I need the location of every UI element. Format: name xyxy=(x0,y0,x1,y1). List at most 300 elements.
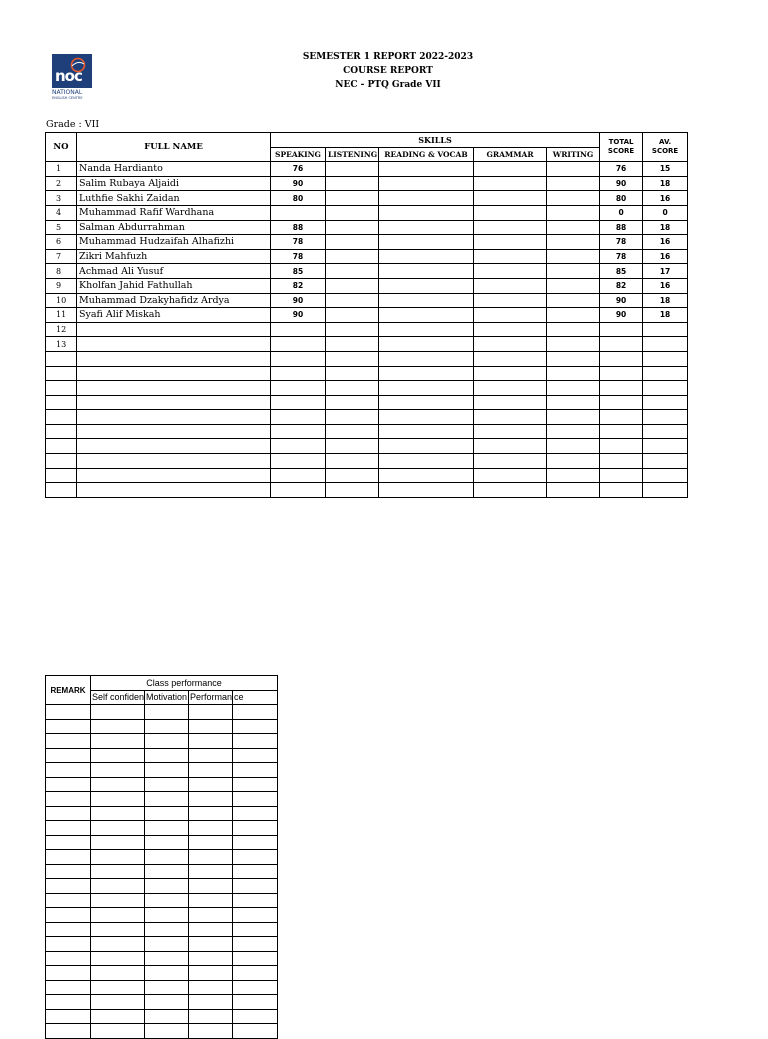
blank-cell xyxy=(600,454,643,469)
perf-blank-cell xyxy=(189,821,233,836)
perf-blank-cell xyxy=(189,734,233,749)
student-name: Syafi Alif Miskah xyxy=(77,308,271,323)
perf-blank-cell xyxy=(46,864,91,879)
blank-cell xyxy=(547,410,600,425)
blank-row xyxy=(46,410,688,425)
blank-row xyxy=(46,439,688,454)
perf-blank-cell xyxy=(189,864,233,879)
grammar-score xyxy=(474,264,547,279)
perf-blank-cell xyxy=(145,719,189,734)
row-number: 11 xyxy=(46,308,77,323)
writing-score xyxy=(547,308,600,323)
perf-blank-cell xyxy=(145,864,189,879)
blank-cell xyxy=(474,454,547,469)
perf-blank-row xyxy=(46,777,278,792)
reading-vocab-score xyxy=(379,337,474,352)
logo-line-1: NATIONAL xyxy=(52,89,83,96)
blank-cell xyxy=(379,468,474,483)
perf-blank-cell xyxy=(233,763,278,778)
listening-score xyxy=(326,264,379,279)
blank-cell xyxy=(600,351,643,366)
row-number: 9 xyxy=(46,278,77,293)
perf-blank-cell xyxy=(145,835,189,850)
blank-row xyxy=(46,454,688,469)
avg-score: 18 xyxy=(643,220,688,235)
blank-cell xyxy=(271,468,326,483)
blank-cell xyxy=(547,351,600,366)
blank-cell xyxy=(600,410,643,425)
perf-blank-cell xyxy=(46,1009,91,1024)
student-name xyxy=(77,337,271,352)
blank-row xyxy=(46,395,688,410)
perf-blank-row xyxy=(46,734,278,749)
reading-vocab-score xyxy=(379,264,474,279)
avg-score: 16 xyxy=(643,191,688,206)
blank-cell xyxy=(643,381,688,396)
avg-score-label-2: SCORE xyxy=(651,147,679,156)
perf-blank-cell xyxy=(145,922,189,937)
total-score: 0 xyxy=(600,205,643,220)
avg-score xyxy=(643,337,688,352)
blank-cell xyxy=(600,483,643,498)
avg-score: 17 xyxy=(643,264,688,279)
skill-writing-header: WRITING xyxy=(547,147,600,162)
total-score: 80 xyxy=(600,191,643,206)
total-score: 90 xyxy=(600,308,643,323)
perf-blank-cell xyxy=(91,922,145,937)
perf-blank-row xyxy=(46,705,278,720)
reading-vocab-score xyxy=(379,205,474,220)
blank-cell xyxy=(77,468,271,483)
blank-cell xyxy=(474,395,547,410)
listening-score xyxy=(326,308,379,323)
listening-score xyxy=(326,220,379,235)
student-name: Muhammad Rafif Wardhana xyxy=(77,205,271,220)
listening-score xyxy=(326,176,379,191)
perf-blank-cell xyxy=(91,821,145,836)
reading-vocab-score xyxy=(379,176,474,191)
skill-reading-vocab-header: READING & VOCAB xyxy=(379,147,474,162)
perf-blank-cell xyxy=(145,806,189,821)
avg-score-label-1: AV. xyxy=(659,138,672,147)
total-score xyxy=(600,337,643,352)
perf-blank-cell xyxy=(145,1009,189,1024)
avg-score: 16 xyxy=(643,249,688,264)
perf-blank-row xyxy=(46,908,278,923)
reading-vocab-score xyxy=(379,220,474,235)
perf-blank-cell xyxy=(46,980,91,995)
speaking-score: 76 xyxy=(271,162,326,177)
blank-cell xyxy=(379,366,474,381)
total-score-label-1: TOTAL xyxy=(608,138,634,147)
student-row xyxy=(46,337,688,352)
speaking-score xyxy=(271,322,326,337)
blank-cell xyxy=(46,439,77,454)
student-name xyxy=(77,322,271,337)
reading-vocab-score xyxy=(379,162,474,177)
perf-blank-cell xyxy=(46,806,91,821)
perf-blank-cell xyxy=(91,908,145,923)
student-row xyxy=(46,308,688,323)
header-row xyxy=(46,133,688,148)
speaking-score: 88 xyxy=(271,220,326,235)
row-number: 7 xyxy=(46,249,77,264)
speaking-score: 90 xyxy=(271,176,326,191)
total-score: 78 xyxy=(600,249,643,264)
blank-cell xyxy=(379,351,474,366)
speaking-score: 82 xyxy=(271,278,326,293)
blank-cell xyxy=(271,410,326,425)
perf-blank-cell xyxy=(189,850,233,865)
perf-blank-row xyxy=(46,937,278,952)
perf-blank-cell xyxy=(91,806,145,821)
perf-blank-cell xyxy=(233,821,278,836)
avg-score xyxy=(643,322,688,337)
blank-cell xyxy=(77,381,271,396)
total-score: 90 xyxy=(600,176,643,191)
perf-blank-cell xyxy=(46,893,91,908)
writing-score xyxy=(547,249,600,264)
blank-cell xyxy=(326,454,379,469)
blank-cell xyxy=(643,366,688,381)
speaking-score: 85 xyxy=(271,264,326,279)
reading-vocab-score xyxy=(379,249,474,264)
perf-blank-cell xyxy=(46,995,91,1010)
perf-blank-cell xyxy=(233,951,278,966)
total-score-label-2: SCORE xyxy=(607,147,635,156)
student-name: Achmad Ali Yusuf xyxy=(77,264,271,279)
perf-blank-cell xyxy=(233,937,278,952)
skill-grammar-header: GRAMMAR xyxy=(474,147,547,162)
blank-cell xyxy=(643,439,688,454)
blank-cell xyxy=(547,366,600,381)
student-row xyxy=(46,162,688,177)
avg-score-header xyxy=(643,133,688,162)
grade-label: Grade : VII xyxy=(46,119,100,130)
perf-blank-cell xyxy=(233,835,278,850)
blank-cell xyxy=(46,351,77,366)
grammar-score xyxy=(474,278,547,293)
reading-vocab-score xyxy=(379,235,474,250)
perf-blank-cell xyxy=(189,908,233,923)
listening-score xyxy=(326,205,379,220)
perf-blank-row xyxy=(46,821,278,836)
blank-cell xyxy=(474,424,547,439)
perf-blank-cell xyxy=(233,748,278,763)
writing-score xyxy=(547,220,600,235)
blank-cell xyxy=(474,410,547,425)
writing-score xyxy=(547,205,600,220)
perf-blank-cell xyxy=(46,777,91,792)
blank-cell xyxy=(326,439,379,454)
perf-blank-cell xyxy=(91,748,145,763)
perf-blank-row xyxy=(46,850,278,865)
perf-blank-cell xyxy=(46,748,91,763)
perf-blank-cell xyxy=(145,980,189,995)
perf-blank-cell xyxy=(233,705,278,720)
avg-score: 18 xyxy=(643,293,688,308)
listening-score xyxy=(326,162,379,177)
perf-blank-cell xyxy=(91,734,145,749)
perf-blank-cell xyxy=(189,893,233,908)
blank-cell xyxy=(379,381,474,396)
perf-blank-row xyxy=(46,922,278,937)
blank-cell xyxy=(46,468,77,483)
blank-cell xyxy=(271,424,326,439)
perf-blank-cell xyxy=(145,879,189,894)
student-name: Nanda Hardianto xyxy=(77,162,271,177)
student-row xyxy=(46,249,688,264)
perf-blank-cell xyxy=(189,748,233,763)
perf-blank-cell xyxy=(46,763,91,778)
perf-blank-cell xyxy=(233,806,278,821)
blank-cell xyxy=(46,483,77,498)
row-number: 4 xyxy=(46,205,77,220)
class-performance-table xyxy=(45,675,278,1039)
report-header xyxy=(0,50,768,92)
blank-cell xyxy=(379,424,474,439)
listening-score xyxy=(326,337,379,352)
writing-score xyxy=(547,278,600,293)
writing-score xyxy=(547,235,600,250)
avg-score: 18 xyxy=(643,176,688,191)
blank-cell xyxy=(77,454,271,469)
blank-cell xyxy=(600,439,643,454)
grammar-score xyxy=(474,220,547,235)
perf-blank-cell xyxy=(145,951,189,966)
avg-score: 16 xyxy=(643,278,688,293)
self-confidence-header: Self confiden xyxy=(91,690,145,705)
perf-blank-cell xyxy=(145,937,189,952)
student-row xyxy=(46,293,688,308)
performance-header-cont: ce xyxy=(233,690,278,705)
perf-blank-cell xyxy=(145,748,189,763)
blank-cell xyxy=(600,381,643,396)
blank-cell xyxy=(77,410,271,425)
total-score: 85 xyxy=(600,264,643,279)
blank-cell xyxy=(326,410,379,425)
blank-cell xyxy=(643,410,688,425)
perf-blank-cell xyxy=(233,879,278,894)
listening-score xyxy=(326,191,379,206)
perf-blank-cell xyxy=(189,792,233,807)
blank-cell xyxy=(474,468,547,483)
perf-blank-cell xyxy=(145,966,189,981)
blank-cell xyxy=(46,454,77,469)
perf-blank-cell xyxy=(189,777,233,792)
blank-cell xyxy=(326,395,379,410)
blank-cell xyxy=(547,454,600,469)
perf-blank-cell xyxy=(189,835,233,850)
speaking-score xyxy=(271,337,326,352)
perf-blank-cell xyxy=(145,777,189,792)
perf-blank-cell xyxy=(233,1009,278,1024)
blank-row xyxy=(46,351,688,366)
total-score: 82 xyxy=(600,278,643,293)
col-name-header: FULL NAME xyxy=(77,133,271,162)
logo-word: noc xyxy=(55,67,82,85)
student-row xyxy=(46,205,688,220)
logo-line-2: ENGLISH CENTRE xyxy=(52,96,83,100)
perf-blank-row xyxy=(46,864,278,879)
perf-blank-cell xyxy=(233,792,278,807)
perf-blank-cell xyxy=(91,893,145,908)
blank-cell xyxy=(379,439,474,454)
perf-blank-cell xyxy=(145,995,189,1010)
perf-blank-row xyxy=(46,792,278,807)
blank-cell xyxy=(46,366,77,381)
student-row xyxy=(46,176,688,191)
blank-cell xyxy=(271,395,326,410)
perf-blank-cell xyxy=(145,792,189,807)
blank-cell xyxy=(474,439,547,454)
motivation-header: Motivation xyxy=(145,690,189,705)
blank-cell xyxy=(77,351,271,366)
perf-blank-cell xyxy=(233,908,278,923)
blank-cell xyxy=(271,454,326,469)
blank-cell xyxy=(77,366,271,381)
blank-cell xyxy=(643,483,688,498)
blank-cell xyxy=(271,366,326,381)
grammar-score xyxy=(474,191,547,206)
perf-blank-cell xyxy=(91,835,145,850)
speaking-score: 78 xyxy=(271,249,326,264)
blank-row xyxy=(46,381,688,396)
blank-cell xyxy=(474,366,547,381)
reading-vocab-score xyxy=(379,278,474,293)
blank-cell xyxy=(643,424,688,439)
blank-cell xyxy=(77,395,271,410)
perf-blank-cell xyxy=(233,995,278,1010)
skill-speaking-header: SPEAKING xyxy=(271,147,326,162)
total-score: 78 xyxy=(600,235,643,250)
blank-cell xyxy=(271,483,326,498)
blank-cell xyxy=(326,468,379,483)
perf-blank-cell xyxy=(46,821,91,836)
col-no-header: NO xyxy=(46,133,77,162)
grammar-score xyxy=(474,176,547,191)
perf-blank-cell xyxy=(46,908,91,923)
perf-blank-cell xyxy=(189,937,233,952)
row-number: 6 xyxy=(46,235,77,250)
writing-score xyxy=(547,264,600,279)
speaking-score xyxy=(271,205,326,220)
total-score: 90 xyxy=(600,293,643,308)
blank-cell xyxy=(547,381,600,396)
blank-cell xyxy=(326,381,379,396)
listening-score xyxy=(326,278,379,293)
perf-blank-cell xyxy=(189,1024,233,1039)
perf-rows xyxy=(46,705,278,1039)
blank-cell xyxy=(326,483,379,498)
perf-blank-cell xyxy=(189,705,233,720)
perf-blank-cell xyxy=(46,937,91,952)
blank-cell xyxy=(271,439,326,454)
blank-cell xyxy=(379,483,474,498)
remark-header: REMARK xyxy=(46,676,91,705)
perf-blank-row xyxy=(46,893,278,908)
perf-blank-cell xyxy=(233,893,278,908)
perf-blank-cell xyxy=(91,719,145,734)
perf-blank-cell xyxy=(233,980,278,995)
perf-blank-cell xyxy=(233,777,278,792)
perf-blank-row xyxy=(46,763,278,778)
blank-cell xyxy=(379,395,474,410)
blank-cell xyxy=(46,424,77,439)
perf-blank-cell xyxy=(189,995,233,1010)
blank-cell xyxy=(547,439,600,454)
row-number: 5 xyxy=(46,220,77,235)
perf-blank-cell xyxy=(46,734,91,749)
listening-score xyxy=(326,235,379,250)
blank-cell xyxy=(379,410,474,425)
perf-blank-row xyxy=(46,1024,278,1039)
perf-blank-cell xyxy=(233,719,278,734)
grammar-score xyxy=(474,162,547,177)
blank-cell xyxy=(600,395,643,410)
writing-score xyxy=(547,322,600,337)
perf-blank-cell xyxy=(145,893,189,908)
perf-blank-cell xyxy=(91,763,145,778)
perf-blank-cell xyxy=(145,1024,189,1039)
perf-blank-cell xyxy=(46,922,91,937)
blank-cell xyxy=(326,424,379,439)
writing-score xyxy=(547,191,600,206)
blank-cell xyxy=(474,483,547,498)
blank-cell xyxy=(643,395,688,410)
blank-row xyxy=(46,424,688,439)
reading-vocab-score xyxy=(379,308,474,323)
total-score: 76 xyxy=(600,162,643,177)
listening-score xyxy=(326,322,379,337)
perf-blank-cell xyxy=(46,719,91,734)
perf-blank-cell xyxy=(91,937,145,952)
student-row xyxy=(46,278,688,293)
avg-score: 18 xyxy=(643,308,688,323)
skill-listening-header: LISTENING xyxy=(326,147,379,162)
blank-cell xyxy=(547,424,600,439)
perf-blank-cell xyxy=(46,705,91,720)
perf-blank-cell xyxy=(91,850,145,865)
writing-score xyxy=(547,337,600,352)
blank-cell xyxy=(547,395,600,410)
student-row xyxy=(46,322,688,337)
row-number: 12 xyxy=(46,322,77,337)
blank-cell xyxy=(600,424,643,439)
blank-cell xyxy=(271,351,326,366)
perf-blank-cell xyxy=(189,763,233,778)
perf-blank-cell xyxy=(46,951,91,966)
avg-score: 16 xyxy=(643,235,688,250)
course-report-table xyxy=(45,132,688,498)
writing-score xyxy=(547,176,600,191)
perf-blank-row xyxy=(46,835,278,850)
blank-cell xyxy=(474,351,547,366)
student-row xyxy=(46,191,688,206)
blank-row xyxy=(46,468,688,483)
perf-blank-cell xyxy=(145,734,189,749)
perf-blank-cell xyxy=(145,908,189,923)
perf-blank-cell xyxy=(46,966,91,981)
report-class: NEC - PTQ Grade VII xyxy=(335,80,441,90)
speaking-score: 90 xyxy=(271,308,326,323)
listening-score xyxy=(326,293,379,308)
perf-blank-row xyxy=(46,879,278,894)
perf-blank-cell xyxy=(46,1024,91,1039)
blank-cell xyxy=(46,381,77,396)
performance-header: Performan xyxy=(189,690,233,705)
perf-blank-cell xyxy=(91,1024,145,1039)
